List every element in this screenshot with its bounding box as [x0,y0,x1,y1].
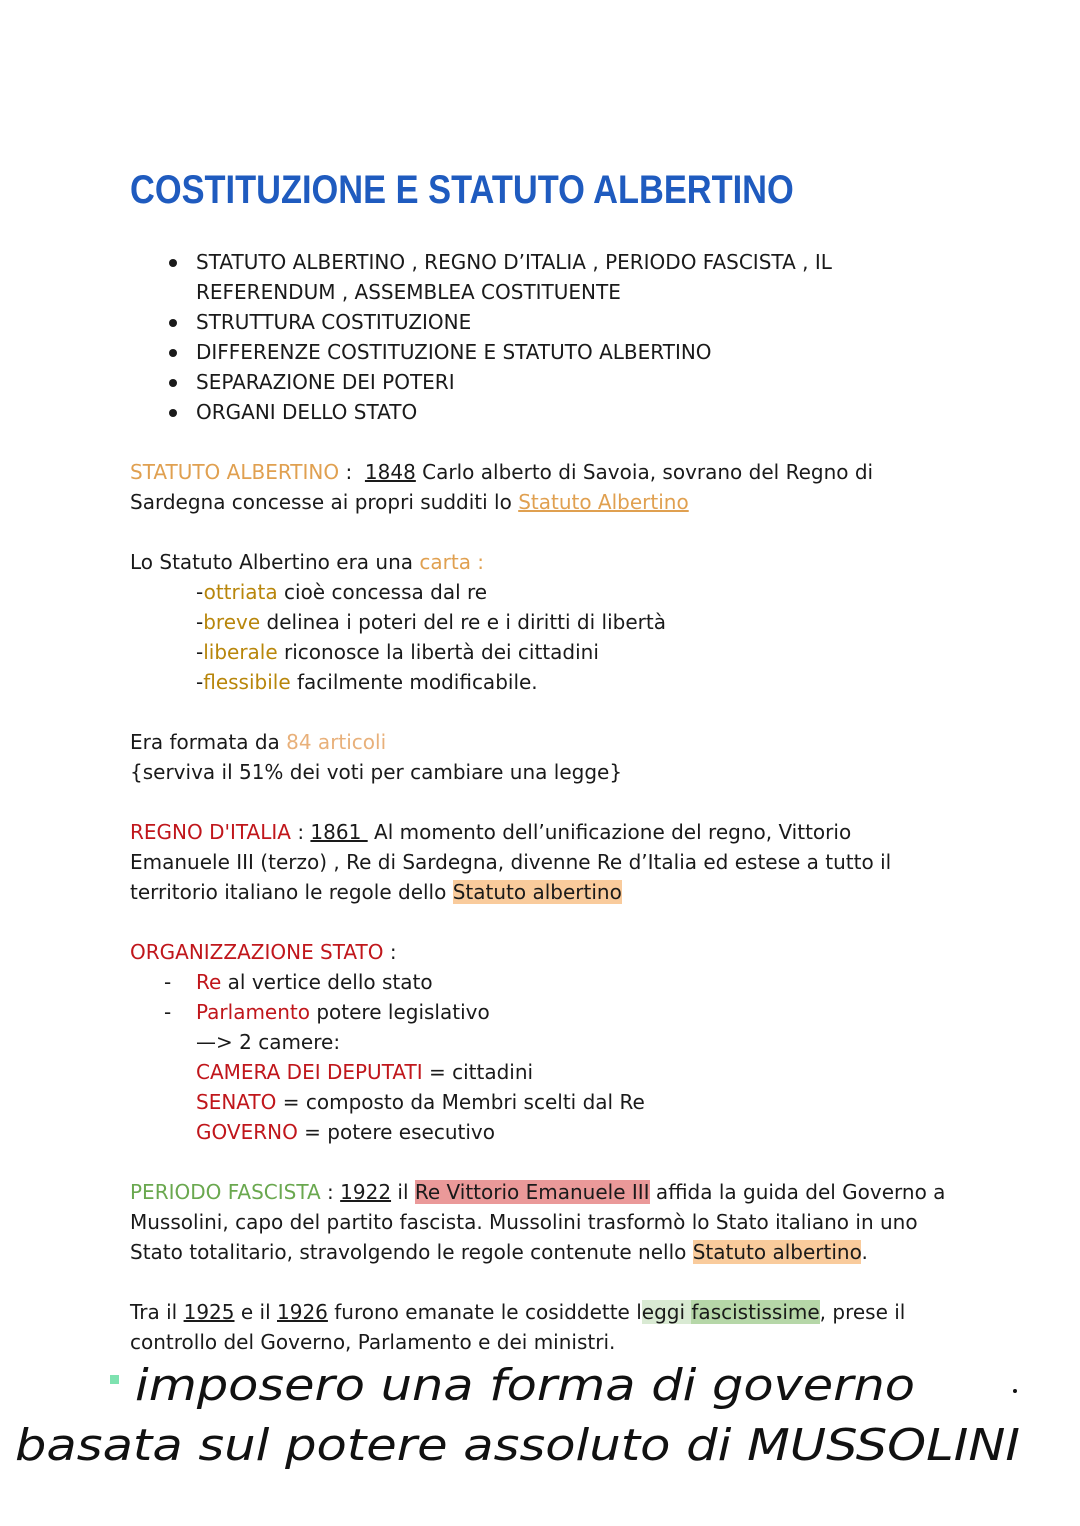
leggi-highlight: eggi [641,1300,692,1324]
fascista-end: . [861,1240,868,1264]
regno-label: REGNO D'ITALIA [130,820,291,844]
carta-item [130,637,950,667]
fascista-re-highlight: Re Vittorio Emanuele III [414,1180,650,1204]
topic-item: ORGANI DELLO STATO [160,397,920,427]
leggi-text: , prese il controllo del Governo, Parlamento e dei ministri. [130,1300,906,1354]
organizzazione-label: ORGANIZZAZIONE STATO [130,940,384,964]
articoli-intro: Era formata da [130,730,287,754]
topic-item: DIFFERENZE COSTITUZIONE E STATUTO ALBERTINO [160,337,920,367]
handwritten-note [0,1335,1080,1485]
fascista-highlight: Statuto albertino [692,1240,862,1264]
org-desc: = cittadini [422,1060,534,1084]
fascista-label: PERIODO FASCISTA [130,1180,321,1204]
dash: - [196,640,204,664]
carta-desc: facilmente modificabile. [290,670,538,694]
leggi-highlight: fascistissime [691,1300,820,1324]
separator: : [320,1180,341,1204]
articoli-section [130,727,950,787]
leggi-text: Tra il [130,1300,184,1324]
leggi-text: e il [234,1300,277,1324]
leggi-year: 1926 [277,1300,328,1324]
articoli-line [130,727,950,757]
carta-word: carta : [419,550,485,574]
org-term: CAMERA DEI DEPUTATI [196,1060,423,1084]
org-desc: = composto da Membri scelti dal Re [276,1090,645,1114]
handwritten-line-2: basata sul potere assoluto di MUSSOLINI [15,1420,1020,1471]
leggi-year: 1925 [183,1300,235,1324]
carta-term: flessibile [203,670,291,694]
ink-dot [1013,1389,1017,1393]
fascista-text: affida la guida del Governo a Mussolini, capo del partito fascista. Mussolini trasformò lo Stato italiano in uno Stato totalitario, stravolgendo le regole contenute nello [130,1180,946,1264]
carta-intro-text: Lo Statuto Albertino era una [130,550,420,574]
dash: - [196,580,204,604]
carta-item [130,607,950,637]
org-item-parlamento [130,997,950,1027]
fascista-paragraph [130,1177,950,1267]
carta-term: liberale [203,640,278,664]
dash: - [196,670,204,694]
separator: : [339,460,365,484]
topic-item: STATUTO ALBERTINO , REGNO D’ITALIA , PERIODO FASCISTA , IL REFERENDUM , ASSEMBLEA COSTITUENTE [160,247,920,307]
organizzazione-heading [130,937,950,967]
topic-item: STRUTTURA COSTITUZIONE [160,307,920,337]
statuto-label: STATUTO ALBERTINO [130,460,340,484]
topic-item: SEPARAZIONE DEI POTERI [160,367,920,397]
carta-intro [130,547,950,577]
statuto-text: Carlo alberto di Savoia, sovrano del Regno di Sardegna concesse ai propri sudditi lo [130,460,874,514]
colon: : [383,940,397,964]
articoli-count: 84 articoli [286,730,387,754]
org-senato [130,1087,950,1117]
fascista-year: 1922 [340,1180,392,1204]
regno-text: Al momento dell’unificazione del regno, Vittorio Emanuele III (terzo) , Re di Sardegna, divenne Re d’Italia ed estese a tutto il territorio italiano le regole dello [130,820,892,904]
carta-desc: delinea i poteri del re e i diritti di libertà [260,610,666,634]
leggi-text: furono emanate le cosiddette l [327,1300,642,1324]
regno-paragraph [130,817,950,907]
carta-item [130,577,950,607]
separator: : [290,820,311,844]
carta-term: ottriata [203,580,278,604]
org-term: GOVERNO [196,1120,298,1144]
org-camere: —> 2 camere: [196,1030,341,1054]
handwritten-line-1: imposero una forma di governo [135,1360,915,1411]
carta-desc: riconosce la libertà dei cittadini [277,640,599,664]
articoli-note: {serviva il 51% dei voti per cambiare una legge} [130,760,623,784]
carta-term: breve [203,610,261,634]
org-governo [130,1117,950,1147]
org-desc: = potere esecutivo [297,1120,495,1144]
regno-highlight: Statuto albertino [452,880,622,904]
carta-item [130,667,950,697]
org-camera [130,1057,950,1087]
org-term: Re [196,970,222,994]
org-term: Parlamento [196,1000,310,1024]
org-term: SENATO [196,1090,277,1114]
fascista-pre: il [391,1180,415,1204]
org-desc: potere legislativo [310,1000,490,1024]
org-item-re [130,967,950,997]
org-desc: al vertice dello stato [221,970,433,994]
statuto-year: 1848 [364,460,416,484]
page-title: COSTITUZIONE E STATUTO ALBERTINO [130,168,794,212]
topic-list [160,247,920,427]
carta-section [130,547,950,697]
bullet-marker [110,1375,119,1384]
dash: - [196,610,204,634]
statuto-paragraph [130,457,950,517]
organizzazione-section [130,937,950,1147]
regno-year: 1861 [310,820,368,844]
carta-desc: cioè concessa dal re [277,580,488,604]
statuto-link[interactable]: Statuto Albertino [518,490,689,514]
